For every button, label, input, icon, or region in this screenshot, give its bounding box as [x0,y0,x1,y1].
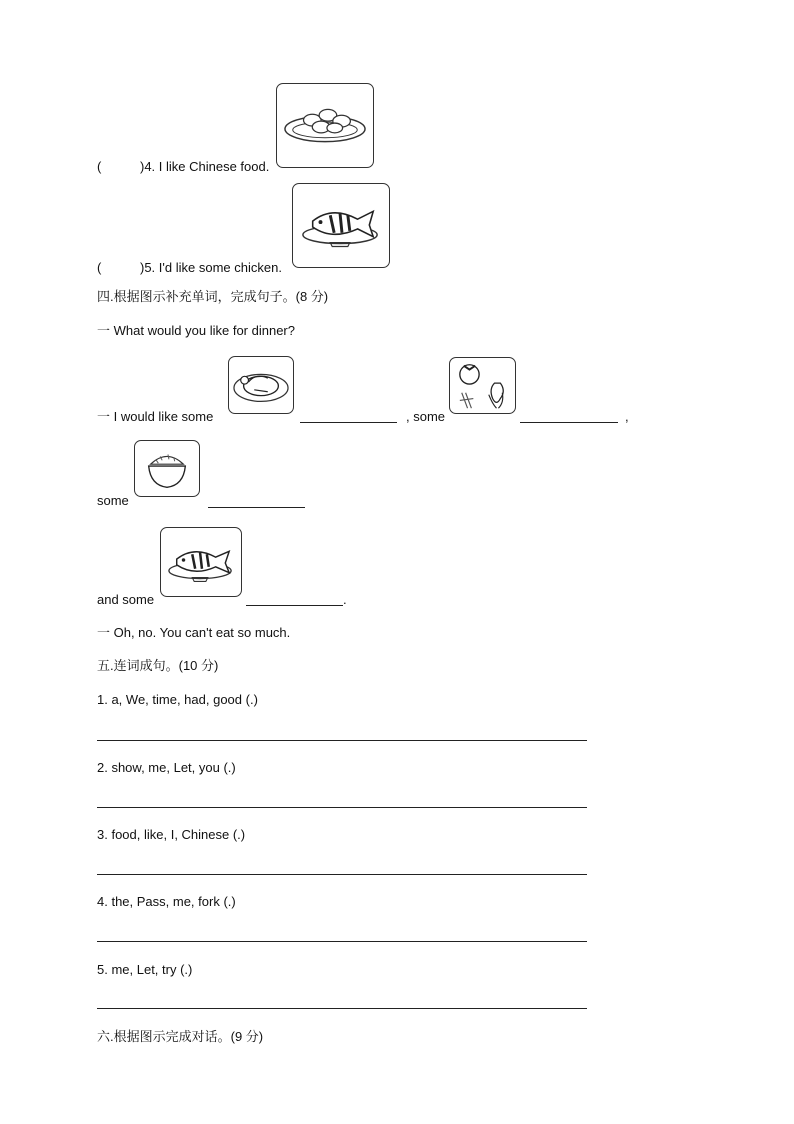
section5-item-5: 5. me, Let, try (.) [97,962,193,977]
section4-heading: 四.根据图示补充单词，完成句子。(8 分) [97,289,329,304]
roast-chicken-image [228,356,294,414]
answer-line-4[interactable] [97,941,587,942]
blank-1[interactable] [300,422,397,423]
section4-answer-start: 一 I would like some [97,409,214,424]
q4-open-paren: ( [97,159,102,174]
answer-line-3[interactable] [97,874,587,875]
blank-2[interactable] [520,422,618,423]
q5-text: )5. I'd like some chicken. [140,260,282,275]
q5-open-paren: ( [97,260,102,275]
fish-plate-image [292,183,390,268]
section4-some-mid: , some [406,409,446,424]
section5-item-3: 3. food, like, I, Chinese (.) [97,827,246,842]
fish-plate-image-small [160,527,242,597]
section5-item-4: 4. the, Pass, me, fork (.) [97,894,236,909]
rice-bowl-image [134,440,200,497]
section4-question: 一 What would you like for dinner? [97,323,295,338]
dumplings-plate-image [276,83,374,168]
section4-comma: , [625,409,629,424]
answer-line-1[interactable] [97,740,587,741]
section4-period: . [343,592,347,607]
section4-reply: 一 Oh, no. You can't eat so much. [97,625,291,640]
section6-heading: 六.根据图示完成对话。(9 分) [97,1029,264,1044]
vegetables-image [449,357,516,414]
q4-text: )4. I like Chinese food. [140,159,270,174]
section5-item-1: 1. a, We, time, had, good (.) [97,692,258,707]
blank-4[interactable] [246,605,343,606]
answer-line-2[interactable] [97,807,587,808]
section5-heading: 五.连词成句。(10 分) [97,658,219,673]
section4-and-some: and some [97,592,155,607]
section4-some-line: some [97,493,129,508]
section5-item-2: 2. show, me, Let, you (.) [97,760,236,775]
answer-line-5[interactable] [97,1008,587,1009]
blank-3[interactable] [208,507,305,508]
